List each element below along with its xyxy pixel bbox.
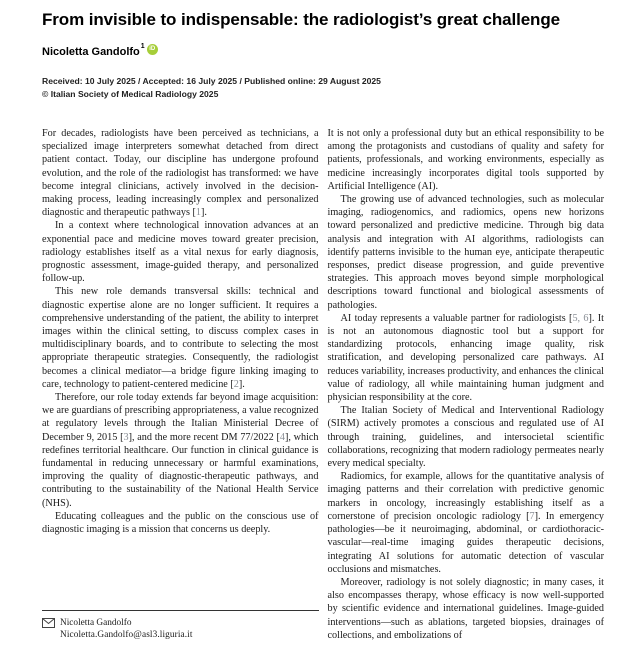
citation-ref[interactable]: 4 [279, 431, 285, 443]
article-header [42, 9, 606, 100]
paragraph: This new role demands transversal skills: technical and diagnostic expertise alone are no longer sufficient. It requires a comprehensive understanding of the patient, the ability to interpret images within the clinical setting, to discuss complex cases in multidisciplinary boards, and to contribute to selecting the most appropriate therapeutic strategies. Consequently, the radiologist becomes a clinical mediator—a bridge figure linking imaging to care, technology to patient-centered medicine [2]. [42, 286, 319, 390]
correspondence-email[interactable]: Nicoletta.Gandolfo@asl3.liguria.it [60, 630, 193, 640]
citation-ref[interactable]: 2 [233, 378, 239, 390]
copyright-line: © Italian Society of Medical Radiology 2025 [42, 88, 219, 99]
received-accepted-published-line: Received: 10 July 2025 / Accepted: 16 July 2025 / Published online: 29 August 2025 [42, 76, 381, 86]
paragraph: It is not only a professional duty but an ethical responsibility to be among the protagonists and custodians of quality and safety for patients, professionals, and working environments, especially as medicine increasingly incorporates digital tools supported by Artificial Intelligence (AI). [327, 128, 604, 192]
author-name: Nicoletta Gandolfo [42, 46, 140, 58]
correspondence-details [60, 617, 319, 641]
citation-ref[interactable]: 5, 6 [572, 312, 589, 324]
paragraph: Radiomics, for example, allows for the quantitative analysis of imaging patterns and their correlation with predictive genomic markers in oncology, increasingly establishing itself as a cornerstone of precision oncologic radiology [7]. In emergency pathologies—be it neuroimaging, abdominal, or cardiothoracic-vascular—real-time imaging guides therapeutic decisions, integrating AI solutions for automatic detection of vascular occlusions and mismatches. [327, 471, 604, 575]
correspondence-name: Nicoletta Gandolfo [60, 618, 132, 628]
citation-ref[interactable]: 1 [195, 207, 201, 219]
citation-ref[interactable]: 7 [529, 510, 535, 522]
article-body [42, 127, 604, 642]
paragraph: Therefore, our role today extends far beyond image acquisition: we are guardians of prescribing appropriateness, a value recognized at regulatory levels through the Italian Ministerial Decree of December 9, 2015 [3], and the more recent DM 77/2022 [4], which redefines territorial healthcare. Our function in clinical guidance is fundamental in reducing unnecessary or harmful examinations, improving the quality of diagnostic-therapeutic pathways, and contributing to the sustainability of the National Health Service (NHS). [42, 392, 319, 509]
paragraph: For decades, radiologists have been perceived as technicians, a specialized image interpreters somewhat detached from direct patient contact. Today, our discipline has undergone profound evolution, and the role of the radiologist has transformed: we have become integral clinicians, actively involved in the decision-making process, leading increasingly complex and personalized diagnostic and therapeutic pathways [1]. [42, 128, 319, 219]
paragraph: The Italian Society of Medical and Interventional Radiology (SIRM) actively promotes a conscious and regulated use of AI through training, guidelines, and intersocietal scientific collaborations, recognizing that modern radiology permeates nearly every medical specialty. [327, 405, 604, 470]
paragraph: Moreover, radiology is not solely diagnostic; in many cases, it also encompasses therapy, whose efficacy is now well-supported by scientific evidence and international guidelines. Image-guided interventions—such as ablations, targeted biopsies, drainages of collections, and embolizations of [327, 576, 604, 641]
correspondence-footnote [42, 610, 319, 641]
right-column [328, 127, 605, 642]
page-title: From invisible to indispensable: the radiologist’s great challenge [42, 10, 560, 29]
citation-ref[interactable]: 3 [123, 431, 129, 443]
author-affiliation-superscript: 1 [140, 43, 145, 50]
envelope-icon [42, 617, 60, 641]
paragraph: In a context where technological innovation advances at an exponential pace and medicine moves toward greater precision, radiology establishes itself as a vital nexus for early diagnosis, prognostic assessment, image-guided therapy, and personalized follow-up. [42, 220, 319, 285]
paragraph: AI today represents a valuable partner for radiologists [5, 6]. It is not an autonomous diagnostic tool but a support for standardizing protocols, enhancing image quality, risk stratification, and developing personalized care pathways. AI reduces variability, increases productivity, and enhances the clinical value of radiology, all while maintaining human judgment and physician responsibility at the core. [327, 312, 604, 404]
orcid-icon[interactable]: iD [147, 44, 158, 55]
paragraph: Educating colleagues and the public on the conscious use of diagnostic imaging is a mission that concerns us deeply. [42, 510, 319, 536]
paragraph: The growing use of advanced technologies, such as molecular imaging, radiogenomics, and radiomics, opens new horizons toward personalized and predictive medicine. Through big data analysis and integration with AI algorithms, radiologists can identify patterns invisible to the human eye, anticipate therapeutic responses, predict disease progression, and guide preventive strategies. This approach moves beyond simple morphological descriptions toward functional and biological assessments of pathologies. [327, 194, 604, 311]
left-column [42, 127, 319, 642]
author-line [42, 43, 606, 58]
